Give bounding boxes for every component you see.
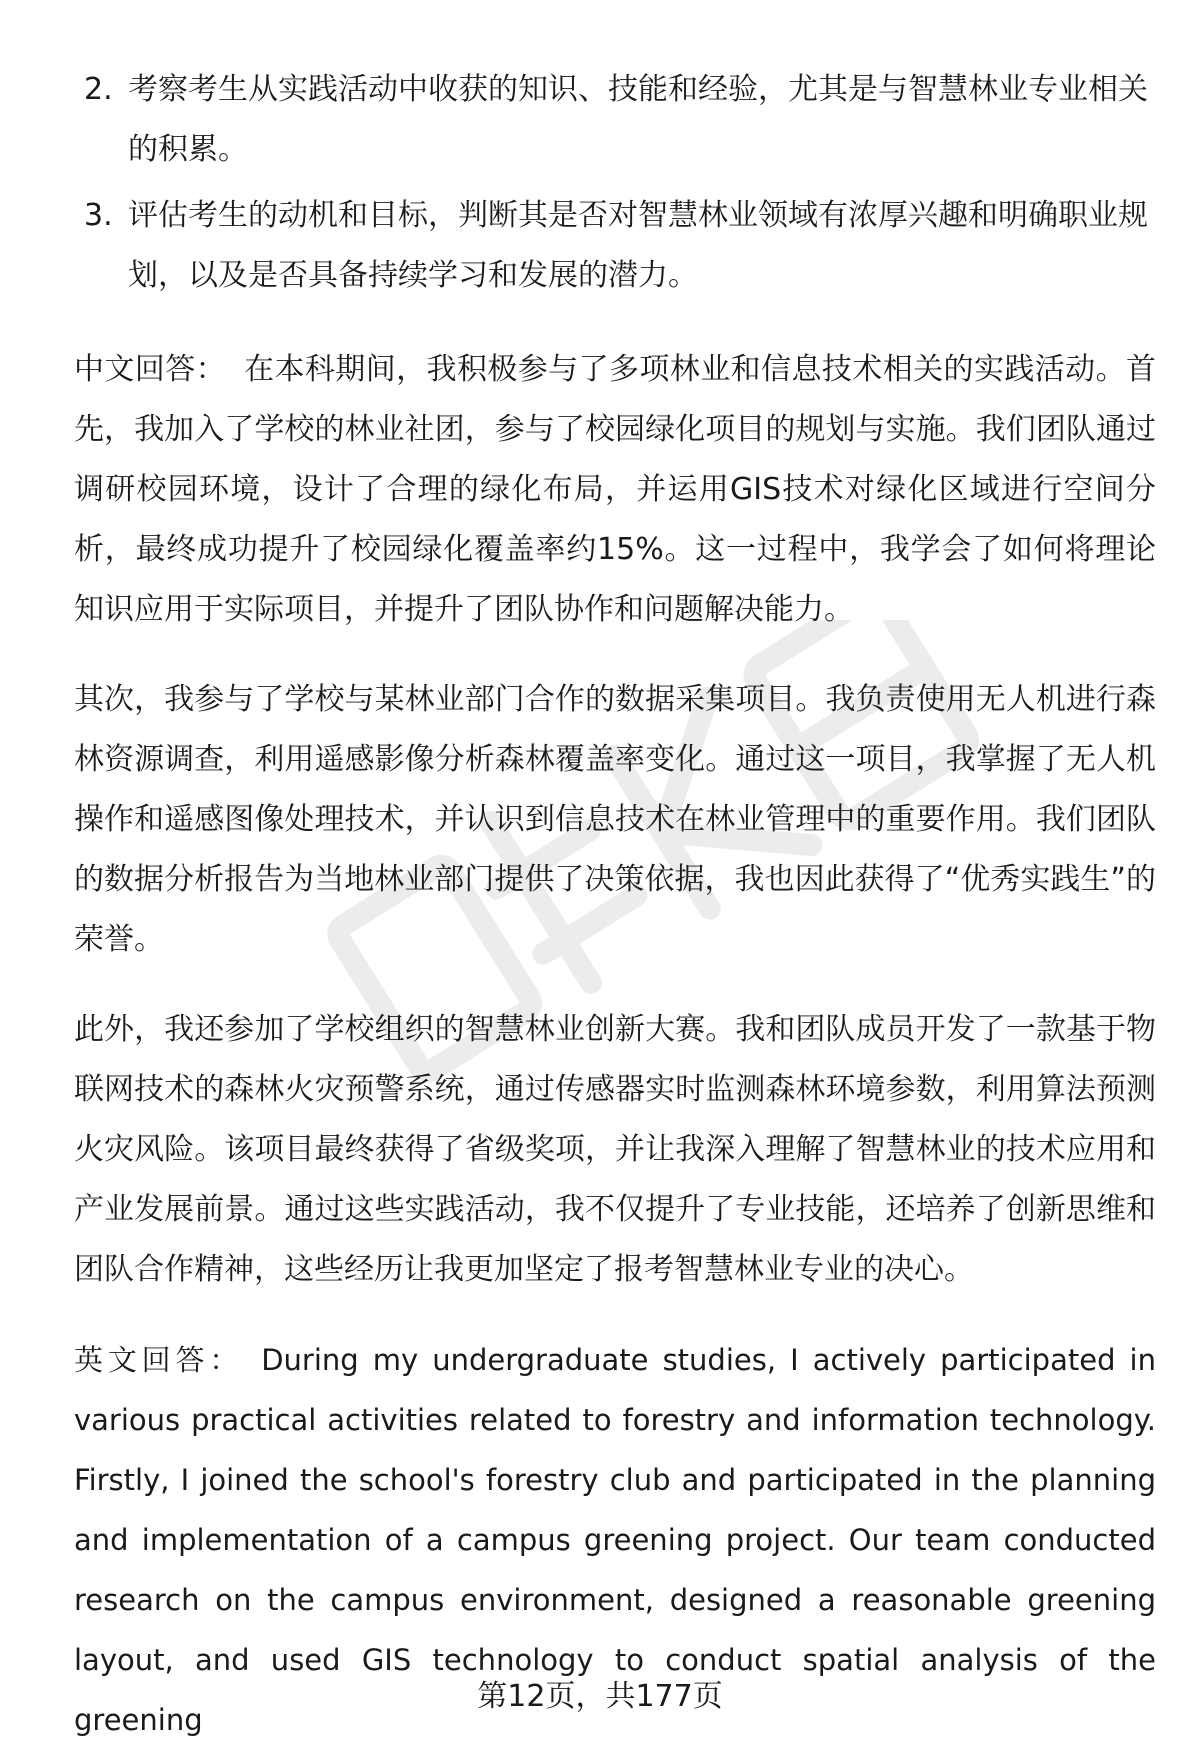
cn-answer-paragraph-3 [74,1000,1156,1300]
list-item [74,60,1156,180]
list-item-number: 2. [84,72,113,107]
cn-answer-text-2: 其次，我参与了学校与某林业部门合作的数据采集项目。我负责使用无人机进行森林资源调查，利用遥感影像分析森林覆盖率变化。通过这一项目，我掌握了无人机操作和遥感图像处理技术，并认识到信息技术在林业管理中的重要作用。我们团队的数据分析报告为当地林业部门提供了决策依据，我也因此获得了“优秀实践生”的荣誉。 [74,682,1156,957]
criteria-list [74,60,1156,306]
list-item [74,186,1156,306]
page-footer [0,1672,1200,1722]
list-item-text: 评估考生的动机和目标，判断其是否对智慧林业领域有浓厚兴趣和明确职业规划，以及是否具备持续学习和发展的潜力。 [128,198,1148,293]
list-item-number: 3. [84,198,113,233]
main-content [74,60,1156,1750]
cn-answer-text-1: 在本科期间，我积极参与了多项林业和信息技术相关的实践活动。首先，我加入了学校的林业社团，参与了校园绿化项目的规划与实施。我们团队通过调研校园环境，设计了合理的绿化布局，并运用GIS技术对绿化区域进行空间分析，最终成功提升了校园绿化覆盖率约15%。这一过程中，我学会了如何将理论知识应用于实际项目，并提升了团队协作和问题解决能力。 [74,352,1157,627]
en-answer-text: During my undergraduate studies, I actively participated in various practical activities related to forestry and information technology. Firstly, I joined the school's forestry club and participated in the planning and implementation of a campus greening project. Our team conducted research on the campus environment, designed a reasonable greening layout, and used GIS technology to conduct spatial analysis of the greening [74,1343,1156,1737]
cn-answer-paragraph-2 [74,670,1156,970]
list-item-text: 考察考生从实践活动中收获的知识、技能和经验，尤其是与智慧林业专业相关的积累。 [128,72,1148,167]
en-answer-label: 英文回答： [74,1343,244,1377]
page-number-label: 第12页，共177页 [477,1679,723,1714]
cn-answer-label: 中文回答： [74,352,227,387]
cn-answer-text-3: 此外，我还参加了学校组织的智慧林业创新大赛。我和团队成员开发了一款基于物联网技术的森林火灾预警系统，通过传感器实时监测森林环境参数，利用算法预测火灾风险。该项目最终获得了省级奖项，并让我深入理解了智慧林业的技术应用和产业发展前景。通过这些实践活动，我不仅提升了专业技能，还培养了创新思维和团队合作精神，这些经历让我更加坚定了报考智慧林业专业的决心。 [74,1012,1156,1287]
cn-answer-paragraph-1 [74,340,1156,640]
